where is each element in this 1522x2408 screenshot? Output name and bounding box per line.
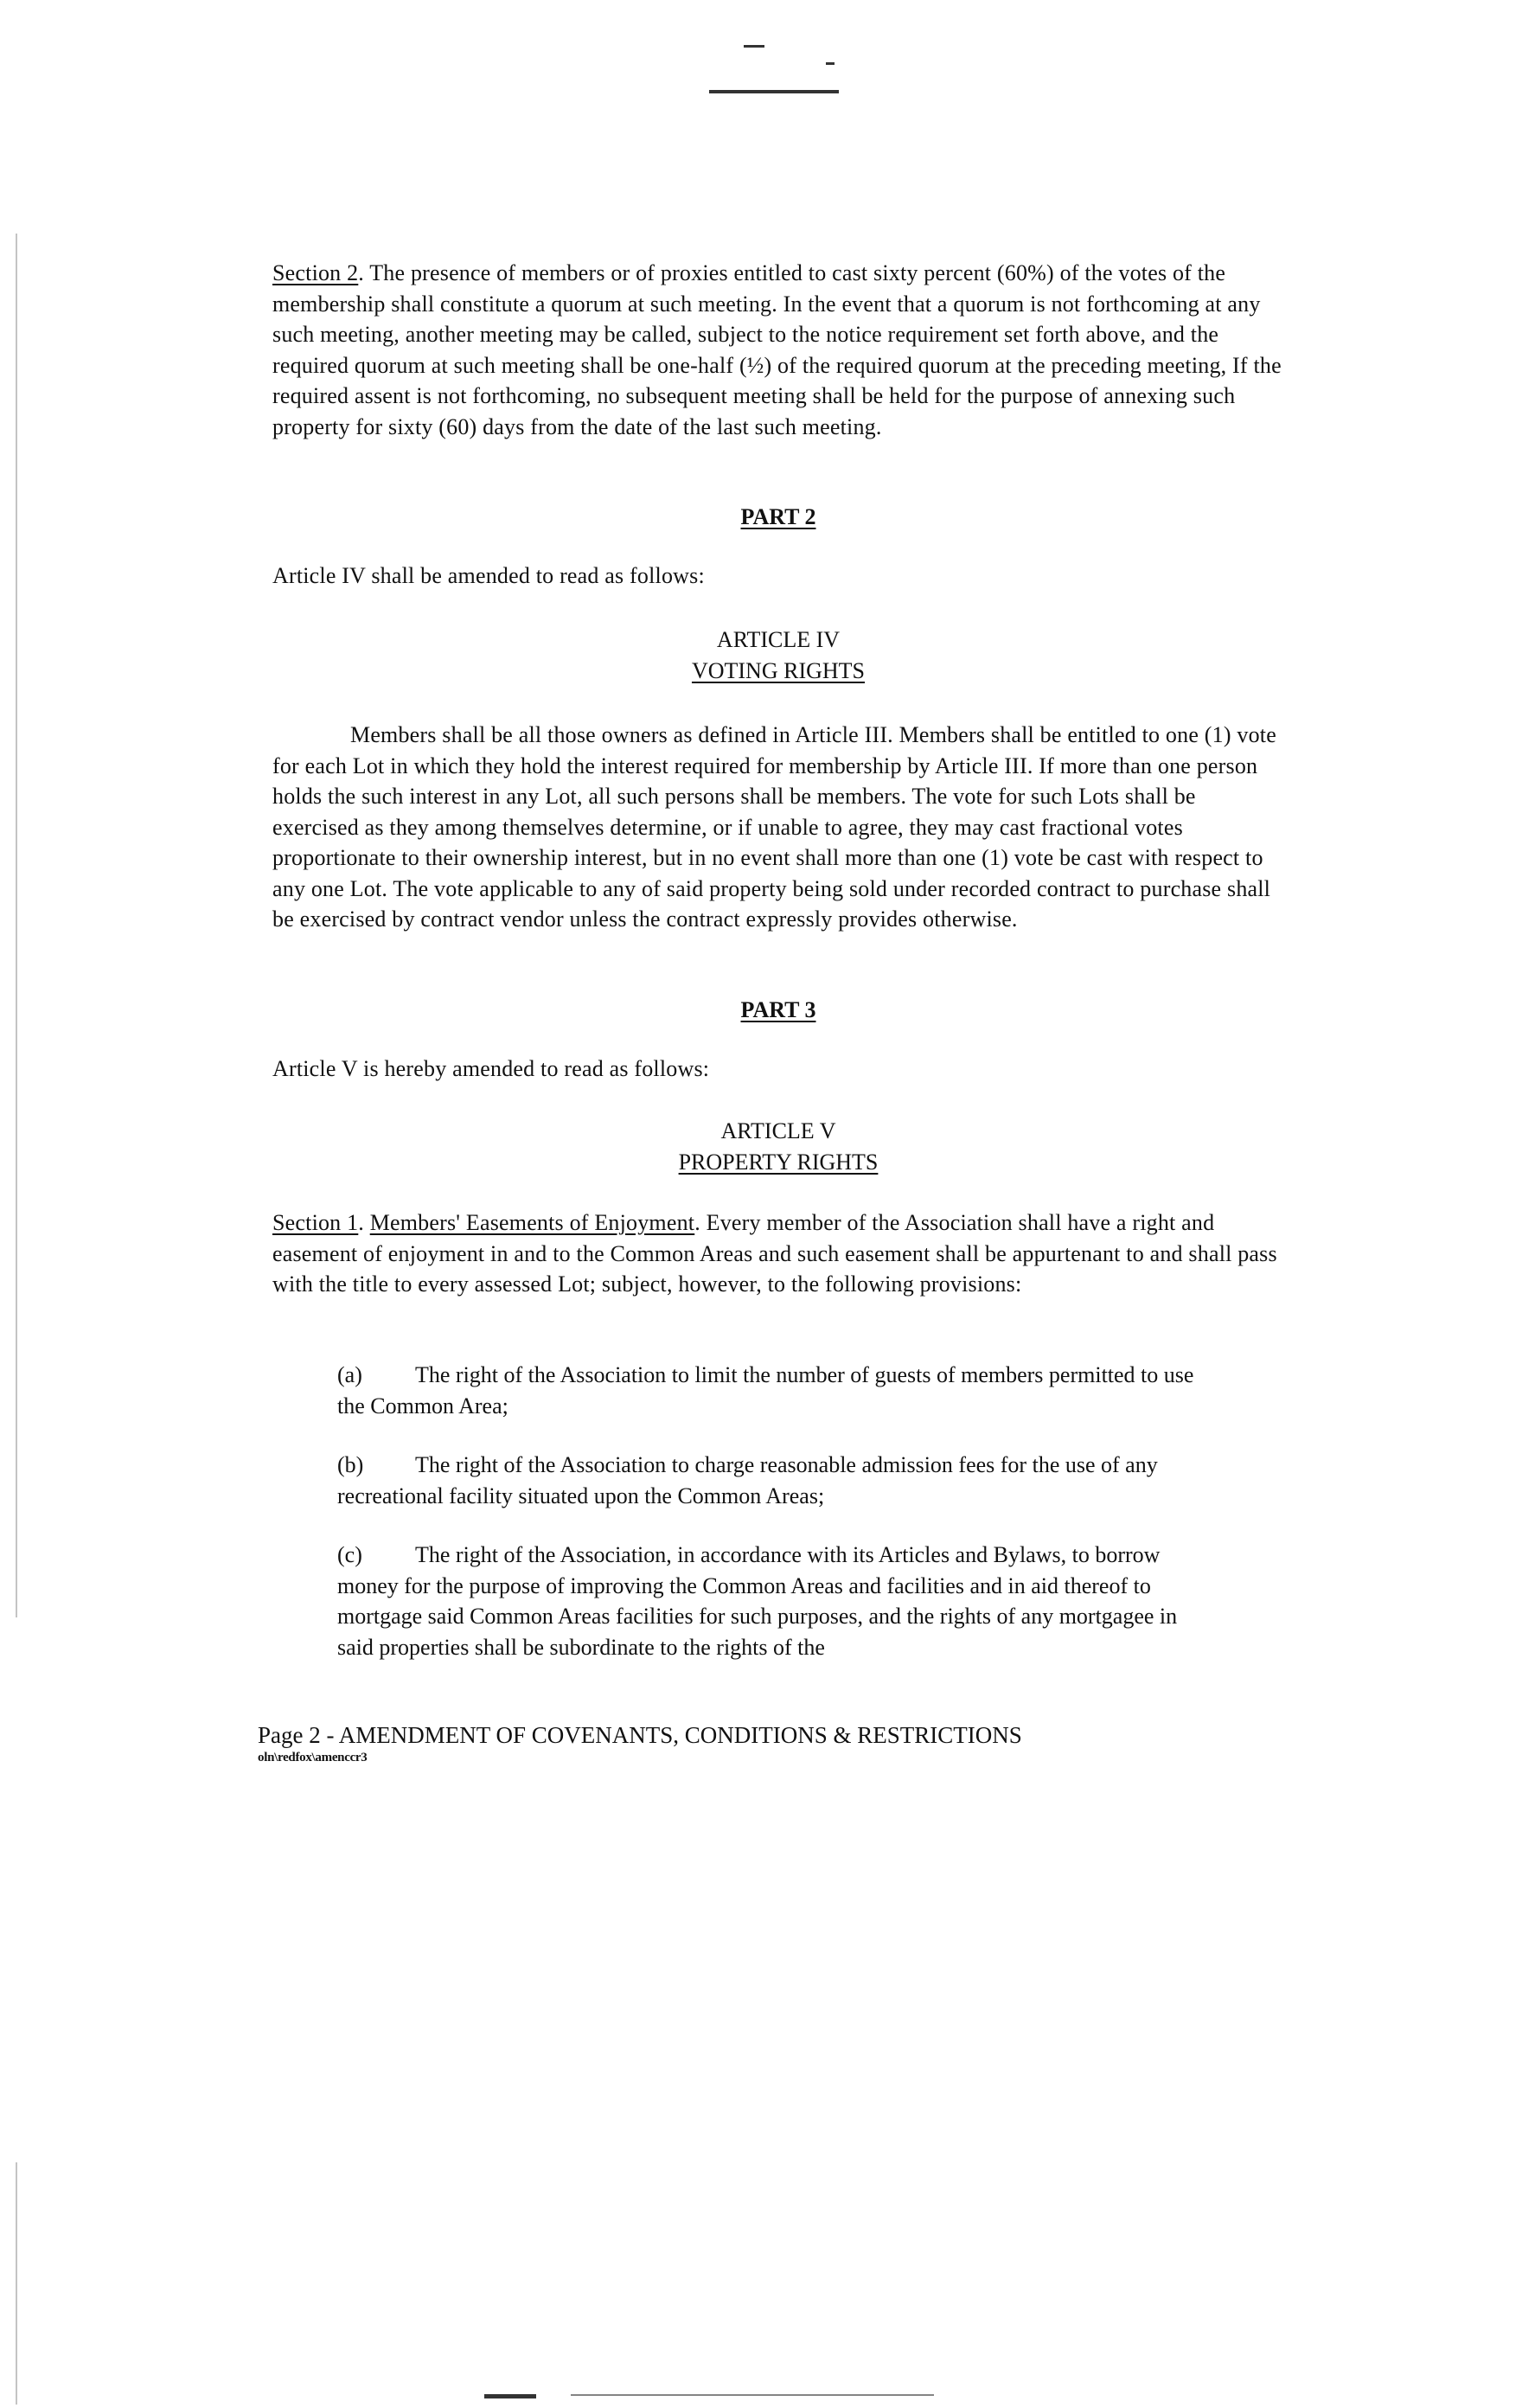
- scan-mark: [826, 62, 835, 65]
- provision-c: [337, 1540, 1202, 1662]
- section-1-subheading: Members' Easements of Enjoyment: [369, 1210, 695, 1235]
- provision-a: [337, 1360, 1202, 1421]
- section-2-text: . The presence of members or of proxies entitled to cast sixty percent (60%) of the votes of the membership shall constitute a quorum at such meeting. In the event that a quorum is not forthcoming at any such meeting, another meeting may be called, subject to the notice requirement set forth above, and the required quorum at such meeting shall be one-half (½) of the required quorum at the preceding meeting, If the required assent is not forthcoming, no subsequent meeting shall be held for the purpose of annexing such property for sixty (60) days from the date of the last such meeting.: [272, 260, 1282, 439]
- footer-title: Page 2 - AMENDMENT OF COVENANTS, CONDITIONS & RESTRICTIONS: [258, 1722, 1022, 1748]
- section-1-text: . Every member of the Association shall have a right and easement of enjoyment in and to the Common Areas and such easement shall be appurtenant to and shall pass with the title to every assessed Lot; subject, however, to the following provisions:: [272, 1210, 1277, 1297]
- article-iv-title: VOTING RIGHTS: [691, 658, 866, 683]
- part-3-intro: Article V is hereby amended to read as follows:: [272, 1056, 710, 1081]
- provision-b-label: (b): [337, 1452, 364, 1477]
- provision-a-label: (a): [337, 1362, 362, 1387]
- part-2-heading: PART 2: [740, 504, 816, 529]
- provision-a-text: The right of the Association to limit the number of guests of members permitted to use the Common Area;: [337, 1362, 1194, 1419]
- provision-c-label: (c): [337, 1542, 362, 1567]
- section-1-heading: Section 1: [272, 1210, 359, 1235]
- scan-mark: [571, 2394, 934, 2396]
- part-3-heading: PART 3: [740, 997, 816, 1022]
- section-2-paragraph: [272, 258, 1284, 442]
- provision-c-text: The right of the Association, in accordance with its Articles and Bylaws, to borrow money for the purpose of improving the Common Areas and facilities and in aid thereof to mortgage said Common Areas facilities for such purposes, and the rights of any mortgagee in said properties shall be subordinate to the rights of the: [337, 1542, 1178, 1660]
- scan-mark: [484, 2394, 536, 2398]
- provision-b: [337, 1450, 1202, 1511]
- article-iv-body: Members shall be all those owners as defined in Article III. Members shall be entitled to one (1) vote for each Lot in which they hold the interest required for membership by Article III. If more than one person holds the such interest in any Lot, all such persons shall be members. The vote for such Lots shall be exercised as they among themselves determine, or if unable to agree, they may cast fractional votes proportionate to their ownership interest, but in no event shall more than one (1) vote be cast with respect to any one Lot. The vote applicable to any of said property being sold under recorded contract to purchase shall be exercised by contract vendor unless the contract expressly provides otherwise.: [272, 722, 1276, 932]
- scan-edge: [16, 2162, 17, 2405]
- article-v-section-1: Section 1. Members' Easements of Enjoyment. Every member of the Association shall have a right and easement of enjoyment in and to the Common Areas and such easement shall be appurtenant to and shall pass with the title to every assessed Lot; subject, however, to the following provisions:: [272, 1210, 1277, 1297]
- scan-edge: [16, 234, 17, 1617]
- provision-b-text: The right of the Association to charge reasonable admission fees for the use of any recreational facility situated upon the Common Areas;: [337, 1452, 1158, 1508]
- scan-mark: [709, 90, 839, 93]
- part-2-intro: Article IV shall be amended to read as follows:: [272, 563, 705, 588]
- section-2-heading: Section 2: [272, 260, 359, 285]
- scan-mark: [744, 45, 764, 48]
- footer-file-code: oln\redfox\amenccr3: [258, 1751, 368, 1764]
- article-v-title: PROPERTY RIGHTS: [678, 1150, 879, 1175]
- article-iv-number: ARTICLE IV: [716, 627, 841, 652]
- article-v-number: ARTICLE V: [720, 1118, 836, 1143]
